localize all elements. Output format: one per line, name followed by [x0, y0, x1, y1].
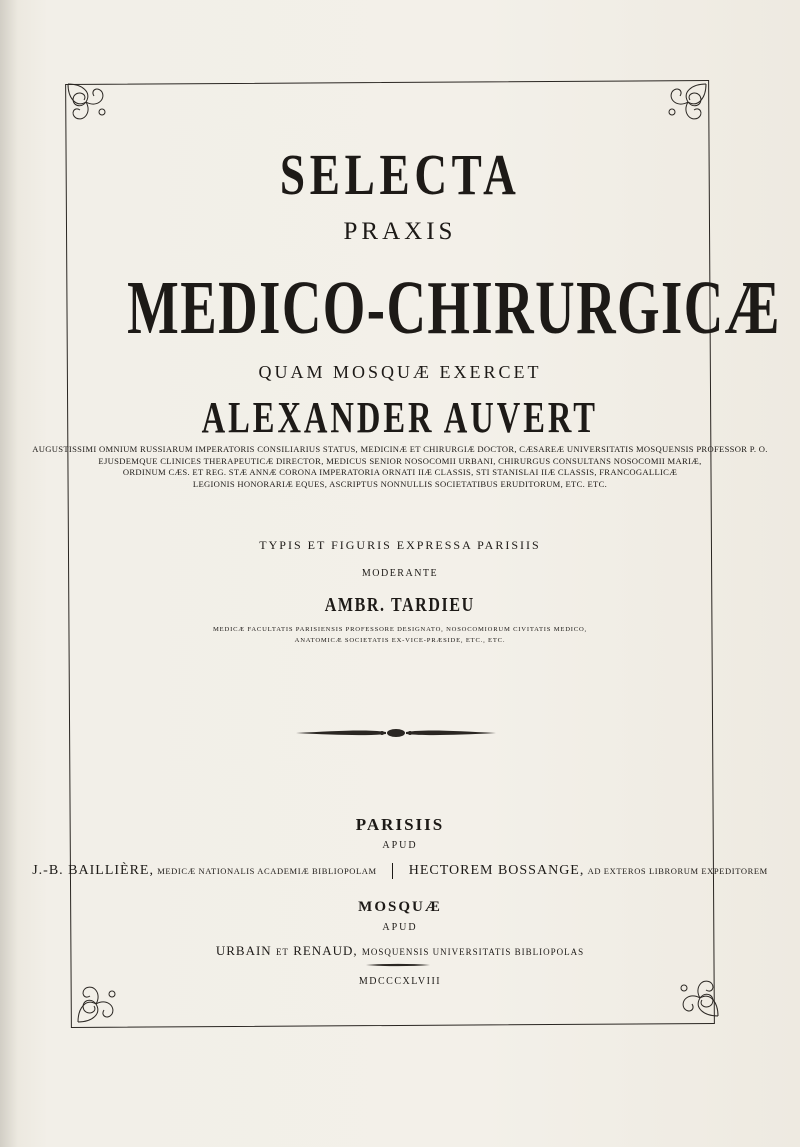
publisher-renaud: RENAUD,: [293, 943, 358, 958]
corner-flourish-top-left-icon: [62, 78, 122, 138]
editor-title-line: ANATOMICÆ SOCIETATIS EX-VICE-PRÆSIDE, ETC., ETC.: [294, 637, 506, 644]
author-name: ALEXANDER AUVERT: [201, 393, 599, 442]
publisher-bossange-name: HECTOREM BOSSANGE,: [408, 863, 585, 878]
author-title-line: AUGUSTISSIMI OMNIUM RUSSIARUM IMPERATORIS CONSILIARIUS STATUS, MEDICINÆ ET CHIRURGIÆ DOCTOR, CÆSAREÆ UNIVERSITATIS MOSQUENSIS PROFESSOR P. O.: [32, 444, 768, 454]
editor-title-line: MEDICÆ FACULTATIS PARISIENSIS PROFESSORE DESIGNATO, NOSOCOMIORUM CIVITATIS MEDICO,: [213, 626, 587, 633]
corner-flourish-bottom-right-icon: [664, 962, 724, 1022]
imprint-typis: TYPIS ET FIGURIS EXPRESSA PARISIIS: [259, 538, 541, 552]
publishers-parisiis: [0, 862, 800, 879]
publisher-bailliere-desc: MEDICÆ NATIONALIS ACADEMIÆ BIBLIOPOLAM: [157, 866, 377, 876]
publication-date: MDCCCXLVIII: [358, 976, 442, 987]
title-selecta: SELECTA: [279, 142, 521, 207]
publisher-renaud-desc: MOSQUENSIS UNIVERSITATIS BIBLIOPOLAS: [361, 947, 585, 957]
publisher-bossange-desc: AD EXTEROS LIBRORUM EXPEDITOREM: [587, 866, 768, 876]
author-title-line: ORDINUM CÆS. ET REG. STÆ ANNÆ CORONA IMPERATORIA ORNATI IIÆ CLASSIS, STI STANISLAI IIÆ CLASSIS, FRANCOGALLICÆ: [122, 467, 678, 477]
imprint-moderante: MODERANTE: [361, 568, 439, 579]
apud-mosquae: APUD: [382, 922, 418, 933]
editor-titles: [0, 624, 800, 646]
corner-flourish-top-right-icon: [652, 78, 712, 138]
publisher-urbain: URBAIN: [215, 943, 272, 958]
ornamental-rule-icon: [296, 726, 496, 740]
author-title-line: EJUSDEMQUE CLINICES THERAPEUTICÆ DIRECTOR, MEDICUS SENIOR NOSOCOMII URBANI, CHIRURGUS CONSULTANS NOSOCOMII MARIÆ,: [98, 455, 702, 466]
title-main: MEDICO-CHIRURGICÆ: [127, 266, 781, 350]
author-titles: [0, 444, 800, 490]
editor-name: AMBR. TARDIEU: [325, 594, 475, 616]
title-praxis: PRAXIS: [343, 218, 457, 245]
publisher-bailliere-name: J.-B. BAILLIÈRE,: [32, 863, 154, 878]
publishers-mosquae: [0, 943, 800, 959]
author-title-line: LEGIONIS HONORARIÆ EQUES, ASCRIPTUS NONNULLIS SOCIETATIBUS ERUDITORUM, ETC. ETC.: [192, 478, 608, 489]
city-mosquae: MOSQUÆ: [358, 899, 442, 915]
date-rule-icon: [366, 962, 430, 968]
publisher-separator: [392, 863, 394, 879]
publisher-et: ET: [275, 947, 289, 957]
city-parisiis: PARISIIS: [355, 815, 445, 834]
apud-parisiis: APUD: [382, 840, 418, 851]
title-quam: QUAM MOSQUÆ EXERCET: [258, 362, 542, 382]
